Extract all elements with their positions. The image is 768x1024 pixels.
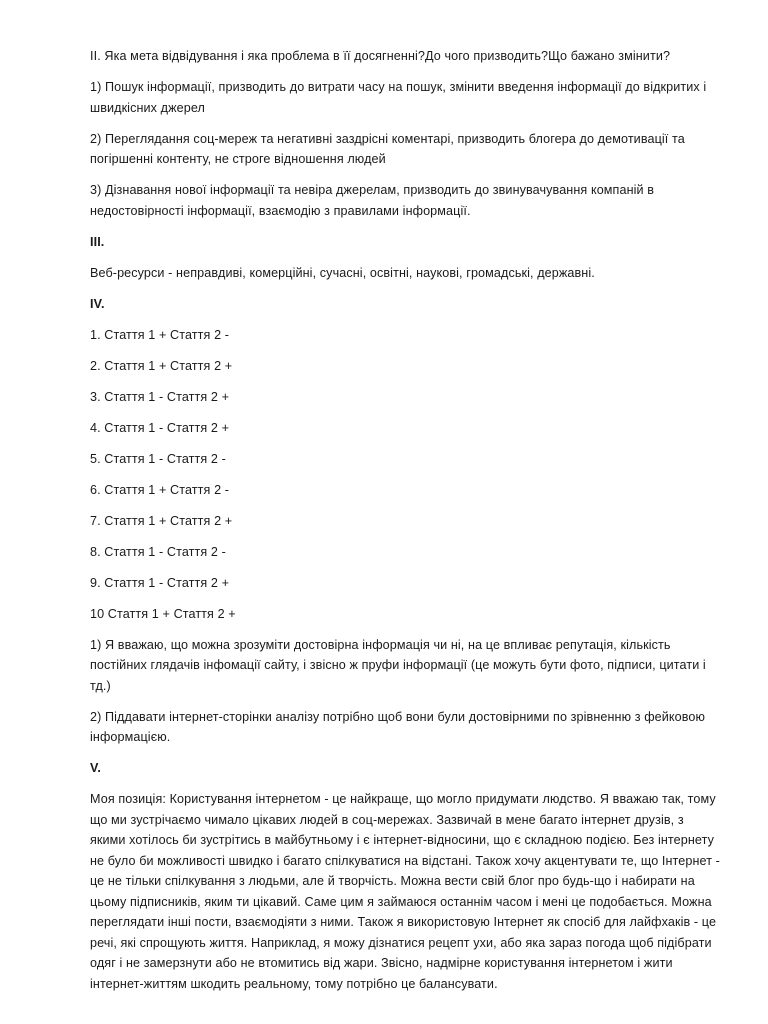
- section-4-answer-1: 1) Я вважаю, що можна зрозуміти достовірна інформація чи ні, на це впливає репутація, кількість постійних глядачів інфомації сайту, і звісно ж пруфи інформації (це можуть бути фото, підписи, цитати і тд.): [90, 637, 706, 693]
- comparison-item-6: 6. Стаття 1 + Стаття 2 -: [90, 482, 230, 497]
- section-4-answer-2: 2) Піддавати інтернет-сторінки аналізу потрібно щоб вони були достовірними по зрівненню з фейковою інформацією.: [90, 709, 706, 744]
- comparison-item-10: 10 Стаття 1 + Стаття 2 +: [90, 606, 236, 621]
- comparison-item-3: 3. Стаття 1 - Стаття 2 +: [90, 389, 230, 404]
- section-2-item-3: 3) Дізнавання нової інформації та невіра джерелам, призводить до звинувачування компаній в недостовірності інформації, взаємодію з правилами інформації.: [90, 183, 655, 218]
- comparison-item-9: 9. Стаття 1 - Стаття 2 +: [90, 575, 230, 590]
- comparison-item-5: 5. Стаття 1 - Стаття 2 -: [90, 451, 226, 466]
- section-3-heading: III.: [90, 234, 105, 249]
- comparison-item-1: 1. Стаття 1 + Стаття 2 -: [90, 327, 230, 342]
- section-3-text: Веб-ресурси - неправдиві, комерційні, сучасні, освітні, наукові, громадські, державні.: [90, 265, 595, 280]
- comparison-item-7: 7. Стаття 1 + Стаття 2 +: [90, 513, 233, 528]
- section-2-question: II. Яка мета відвідування і яка проблема в її досягненні?До чого призводить?Що бажано змінити?: [90, 49, 671, 63]
- section-5-text: Моя позиція: Користування інтернетом - це найкраще, що могло придумати людство. Я вважаю так, тому що ми зустрічаємо чимало цікавих людей в соц-мережах. Зазвичай в мене багато інтернет друзів, з якими хотілось би зустрітись в майбутньому і є інтернет-відносини, що є складною подією. Без інтернету не було би можливості швидко і багато спілкуватися на відстані. Також хочу акцентувати те, що Інтернет - це не тільки спілкування з людьми, але й творчість. Можна вести свій блог про будь-що і набирати на цьому підписників, яким ти цікавий. Саме цим я займаюся останнім часом і мені це подобається. Можна переглядати інші пости, взаємодіяти з ними. Також я використовую Інтернет як спосіб для лайфхаків - це речі, які спрощують життя. Наприклад, я можу дізнатися рецепт ухи, або яка зараз погода щоб підібрати одяг і не замерзнути або не втомитись від жари. Звісно, надмірне користування інтернетом і жити інтернет-життям шкодить реальному, тому потрібно це балансувати.: [90, 792, 720, 991]
- comparison-item-8: 8. Стаття 1 - Стаття 2 -: [90, 544, 226, 559]
- comparison-item-2: 2. Стаття 1 + Стаття 2 +: [90, 358, 233, 373]
- comparison-item-4: 4. Стаття 1 - Стаття 2 +: [90, 420, 230, 435]
- section-4-heading: IV.: [90, 296, 105, 311]
- section-2-item-2: 2) Переглядання соц-мереж та негативні заздрісні коментарі, призводить блогера до демотивації та погіршенні контенту, не строге відношення людей: [90, 131, 685, 166]
- section-5-heading: V.: [90, 761, 101, 775]
- document-page: [90, 46, 720, 1005]
- section-2-item-1: 1) Пошук інформації, призводить до витрати часу на пошук, змінити введення інформації до відкритих і швидкісних джерел: [90, 80, 707, 115]
